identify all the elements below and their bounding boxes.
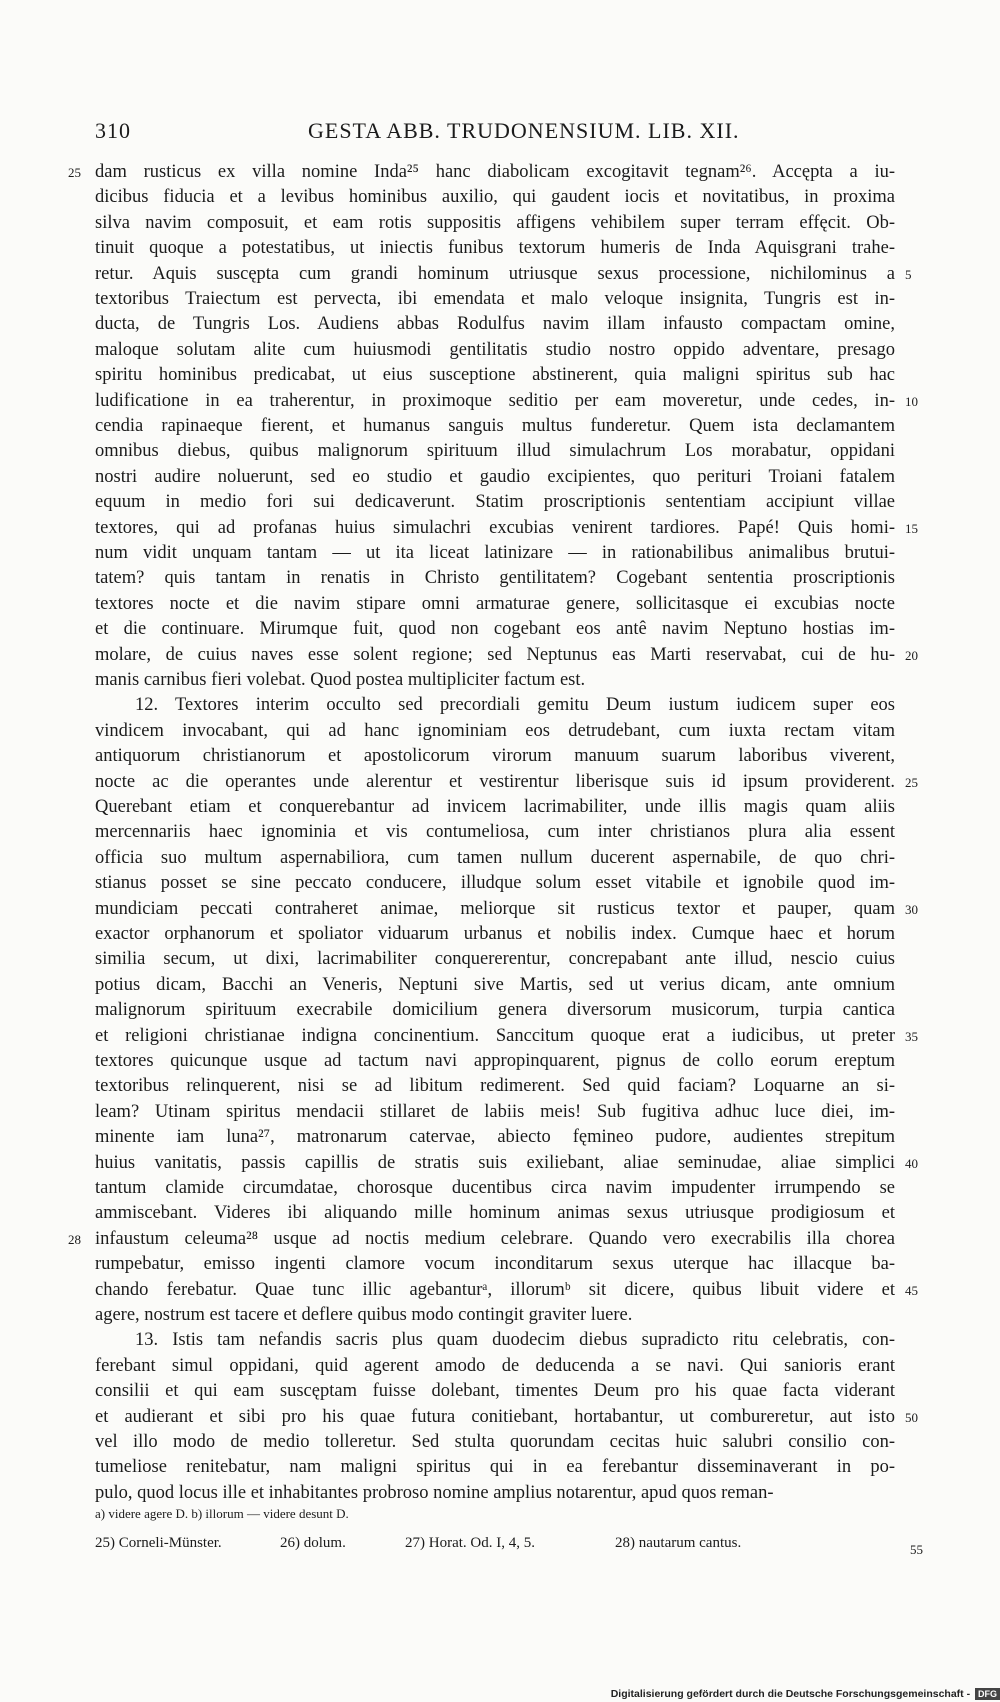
text-line: 12. Textores interim occulto sed precordiali gemitu Deum iustum iudicem super eos	[135, 695, 895, 716]
right-line-number: 35	[905, 1028, 918, 1044]
text-line: nostri audire noluerunt, sed eo studio et gaudio excipientes, quo perituri Troiani fatalem	[95, 466, 895, 487]
right-line-number: 40	[905, 1155, 918, 1171]
text-line: leam? Utinam spiritus mendacii stillaret de labiis meis! Sub fugitiva adhuc luce diei, im-	[95, 1101, 895, 1122]
text-line: vindicem invocabant, qui ad hanc ignominiam eos detrudebant, cum iuxta rectam vitam	[95, 720, 895, 741]
text-line: ludificatione in ea traherentur, in proximoque seditio per eam moveretur, unde cedes, in-	[95, 390, 895, 411]
text-line: equum in medio fori sui dedicaverunt. Statim proscriptionis sententiam accipiunt villae	[95, 492, 895, 513]
digitization-note	[600, 1688, 1000, 1702]
text-line: textores, qui ad profanas huius simulachri excubias venirent tardiores. Papé! Quis homi-	[95, 517, 895, 538]
bottom-line-number: 55	[910, 1542, 923, 1557]
text-line: mundiciam peccati contraheret animae, meliorque sit rusticus textor et pauper, quam	[95, 898, 895, 919]
right-line-number: 5	[905, 266, 912, 282]
digitization-text: Digitalisierung gefördert durch die Deutsche Forschungsgemeinschaft -	[610, 1688, 971, 1700]
right-line-number: 30	[905, 901, 918, 917]
text-line: textoribus relinquerent, nisi se ad libitum redimerent. Sed quid faciam? Loquarne an si-	[95, 1076, 895, 1097]
page-number: 310	[95, 118, 131, 143]
text-line: spiritu hominibus predicabat, ut eius susceptione abstinerent, quia maligni spiritus sub hac	[95, 365, 895, 386]
text-line: ferebant simul oppidani, quid agerent amodo de deducenda a se navi. Qui sanioris erant	[95, 1355, 895, 1376]
text-line: tantum clamide circumdatae, chorosque ducentibus circa navim impudenter irrumpendo se	[95, 1178, 895, 1198]
right-line-number: 50	[905, 1409, 918, 1425]
text-line: antiquorum christianorum et apostolicorum virorum manuum suarum laboribus viverent,	[95, 746, 895, 767]
left-margin-note: 28	[68, 1231, 81, 1247]
text-line: cendia rapinaeque fierent, et humanus sanguis multus funderetur. Quem ista declamantem	[95, 416, 895, 436]
right-line-number: 45	[905, 1282, 918, 1298]
text-line: tumeliose renitebatur, nam maligni spiritus qui in ea ferebantur disseminaverant in po-	[95, 1457, 895, 1478]
text-line: infaustum celeuma²⁸ usque ad noctis medium celebrare. Quando vero execrabilis illa chorea	[95, 1228, 895, 1249]
text-line: Querebant etiam et conquerebantur ad invicem lacrimabiliter, unde illis magis quam aliis	[95, 797, 895, 817]
footnote-27: 27) Horat. Od. I, 4, 5.	[405, 1535, 535, 1551]
text-line: exactor orphanorum et spoliator viduarum urbanus et nobilis index. Cumque haec et horum	[95, 924, 895, 944]
right-line-number: 10	[905, 393, 918, 409]
text-line: officia suo multum aspernabiliora, cum tamen nullum ducerent aspernabile, de quo chri-	[95, 847, 895, 868]
footnotes	[95, 1535, 875, 1559]
text-line: textores nocte et die navim stipare omni armaturae genere, sollicitasque ei excubias nocte	[95, 593, 895, 614]
text-line: manis carnibus fieri volebat. Quod postea multipliciter factum est.	[95, 670, 586, 690]
text-line: 13. Istis tam nefandis sacris plus quam duodecim diebus supradicto ritu celebratis, con-	[135, 1330, 895, 1351]
text-line: potius dicam, Bacchi an Veneris, Neptuni sive Martis, sed ut verius dicam, ante omnium	[95, 974, 895, 995]
text-line: et audierant et sibi pro his quae futura conitiebant, hortabantur, ut combureretur, aut isto	[95, 1406, 895, 1427]
text-line: tatem? quis tantam in renatis in Christo gentilitatem? Cogebant sententia proscriptionis	[95, 568, 895, 589]
text-line: nocte ac die operantes unde alerentur et vestirentur liberisque suis id ipsum providerent.	[95, 771, 895, 792]
text-line: textores quicunque usque ad tactum navi appropinquarent, pignus de collo eorum ereptum	[95, 1051, 895, 1071]
text-line: mercennariis haec ignominia et vis contumeliosa, cum inter christianos plura alia essent	[95, 822, 895, 843]
text-line: silva navim composuit, et eam rotis suppositis affigens vehibilem super terram effęcit. Ob-	[95, 212, 895, 233]
text-line: et religioni christianae indigna concinentium. Sanccitum quoque erat a iudicibus, ut preter	[95, 1025, 895, 1046]
text-line: dicibus fiducia et a levibus hominibus auxilio, qui gaudent iocis et novitatibus, in proxima	[95, 187, 895, 208]
text-line: consilii et qui eam suscęptam fuisse dolebant, timentes Deum pro his quae facta viderant	[95, 1381, 895, 1402]
text-line: pulo, quod locus ille et inhabitantes probroso nomine amplius notarentur, apud quos reman-	[95, 1482, 774, 1503]
text-line: maloque solutam alite cum huiusmodi gentilitatis studio nostro oppido adventare, presago	[95, 339, 895, 360]
right-line-number: 20	[905, 647, 918, 663]
running-header	[95, 118, 875, 148]
text-line: molare, de cuius naves esse solent regione; sed Neptunus eas Marti reservabat, cui de hu-	[95, 644, 895, 665]
right-line-number: 25	[905, 774, 918, 790]
critical-apparatus: a) videre agere D. b) illorum — videre desunt D.	[95, 1506, 349, 1521]
text-line: rumpebatur, emisso ingenti clamore vocum inconditarum sexus uterque hac illacque ba-	[95, 1254, 895, 1275]
left-margin-note: 25	[68, 165, 81, 180]
footnote-28: 28) nautarum cantus.	[615, 1535, 742, 1551]
text-line: num vidit unquam tantam — ut ita liceat latinizare — in rationabilibus animalibus brutui-	[95, 543, 895, 563]
text-line: chando ferebatur. Quae tunc illic agebanturᵃ, illorumᵇ sit dicere, quibus libuit videre et	[95, 1279, 895, 1300]
running-title: GESTA ABB. TRUDONENSIUM. LIB. XII.	[308, 118, 740, 143]
text-line: retur. Aquis suscępta cum grandi hominum utriusque sexus processione, nichilominus a	[95, 263, 895, 284]
text-line: dam rusticus ex villa nomine Inda²⁵ hanc diabolicam excogitavit tegnam²⁶. Accępta a iu-	[95, 162, 895, 182]
text-line: similia secum, ut dixi, lacrimabiliter conquererentur, concrepabant ante illud, nescio cuius	[95, 949, 895, 970]
text-line: ammiscebant. Videres ibi aliquando mille hominum animas sexus utriusque prodigiosum et	[95, 1203, 895, 1224]
text-line: huius vanitatis, passis capillis de stratis suis exiliebant, aliae seminudae, aliae simplici	[95, 1152, 895, 1173]
text-line: malignorum spirituum execrabile domicilium genera diversorum musicorum, turpia cantica	[95, 1000, 895, 1021]
text-line: agere, nostrum est tacere et deflere quibus modo contingit graviter luere.	[95, 1305, 633, 1325]
text-line: textoribus Traiectum est pervecta, ibi emendata et malo veloque insignita, Tungris est in-	[95, 289, 895, 309]
right-line-number: 15	[905, 520, 918, 536]
footnote-26: 26) dolum.	[280, 1535, 346, 1551]
dfg-logo: DFG	[975, 1688, 1000, 1700]
text-line: tinuit quoque a potestatibus, ut iniectis funibus textorum humeris de Inda Aquisgrani trahe-	[95, 238, 895, 259]
text-line: stianus posset se sine peccato conducere, illudque solum esset vitabile et ignobile quod im-	[95, 873, 895, 894]
text-line: vel illo modo de medio tolleretur. Sed stulta quorundam cecitas huic salubri consilio con-	[95, 1432, 895, 1452]
text-line: ducta, de Tungris Los. Audiens abbas Rodulfus navim illam infausto compactam omine,	[95, 314, 895, 335]
footnote-25: 25) Corneli-Münster.	[95, 1535, 222, 1551]
text-line: omnibus diebus, quibus malignorum spirituum illud simulachrum Los morabatur, oppidani	[95, 441, 895, 462]
text-line: minente iam luna²⁷, matronarum catervae, abiecto fęmineo pudore, audientes strepitum	[95, 1127, 895, 1148]
text-line: et die continuare. Mirumque fuit, quod non cogebant eos antê navim Neptuno hostias im-	[95, 619, 895, 640]
